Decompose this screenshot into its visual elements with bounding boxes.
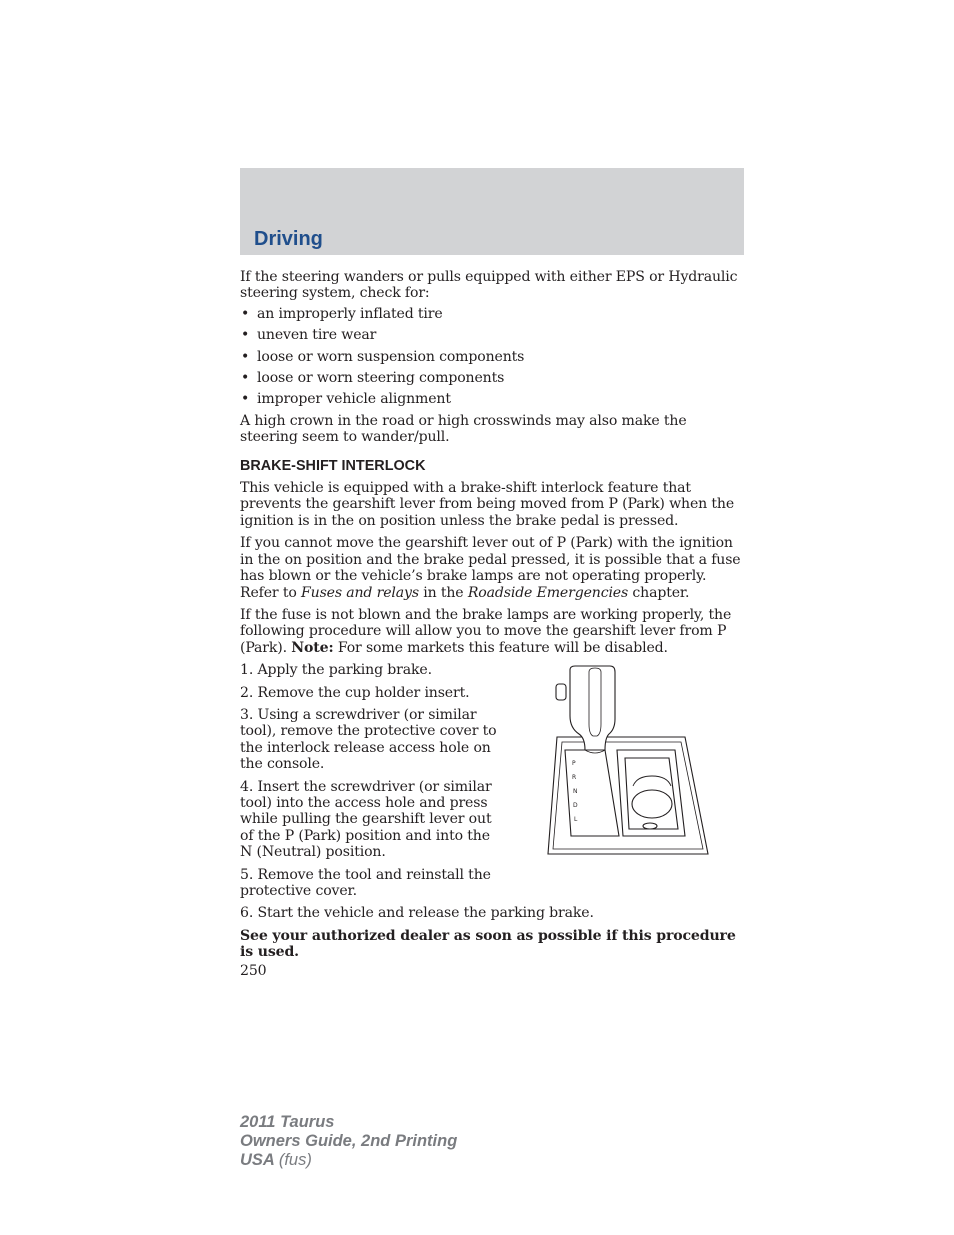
chapter-title: Driving [254,228,323,250]
procedure-step: 4. Insert the screwdriver (or similar tool) into the access hole and press while pulling the gearshift lever out of the P (Park) position and into the N (Neutral) position. [240,778,492,861]
gear-letter-l: L [574,816,578,823]
interlock-access-hole [643,823,657,829]
procedure-step: 1. Apply the parking brake. [240,662,432,679]
document-footer [240,1113,457,1170]
intro-paragraph: If the steering wanders or pulls equipped with either EPS or Hydraulic steering system, check for: [240,269,738,302]
fuse-paragraph [240,535,746,601]
checklist-item: • improper vehicle alignment [240,391,746,407]
steering-checklist [240,306,746,408]
page-content [240,269,746,979]
chapter-header-band [240,168,744,255]
fuse-paragraph-text: If you cannot move the gearshift lever out of P (Park) with the ignition in the on position and the brake pedal pressed, it is possible that a fuse has blown or the vehicle’s brake lamps are not operating properly. Refer to [240,535,741,601]
gear-letter-r: R [572,774,577,781]
cup-holder-base [632,790,672,818]
note-label: Note: [291,639,334,656]
footer-guide: Owners Guide, 2nd Printing [240,1132,458,1150]
gear-letter-p: P [572,760,576,767]
fuse-paragraph-text: in the [418,584,468,601]
checklist-item: • uneven tire wear [240,327,746,343]
cup-holder-wall [633,776,671,786]
page-number: 250 [240,962,267,979]
footer-market [240,1151,457,1170]
procedure-step-final: 6. Start the vehicle and release the parking brake. [240,905,594,922]
dealer-warning: See your authorized dealer as soon as possible if this procedure is used. [240,927,736,961]
roadside-emergencies-reference: Roadside Emergencies [467,584,629,601]
procedure-step: 2. Remove the cup holder insert. [240,684,470,701]
fuse-paragraph-text: chapter. [628,584,690,601]
note-text: For some markets this feature will be disabled. [333,639,668,656]
procedure-step: 3. Using a screwdriver (or similar tool), remove the protective cover to the interlock release access hole on the console. [240,706,497,773]
procedure-intro [240,607,746,656]
fuses-relays-reference: Fuses and relays [301,584,419,601]
checklist-item: • an improperly inflated tire [240,306,746,322]
footer-market-name: USA [240,1151,275,1169]
gear-letter-n: N [573,788,578,795]
checklist-item: • loose or worn steering components [240,370,746,386]
procedure-step: 5. Remove the tool and reinstall the protective cover. [240,866,491,899]
footer-market-code: (fus) [278,1151,312,1169]
procedure-intro-text: If the fuse is not blown and the brake lamps are working properly, the following procedure will allow you to move the gearshift lever from P (Park). [240,606,732,656]
checklist-item: • loose or worn suspension components [240,349,746,365]
procedure-steps [240,662,498,899]
shift-button [556,684,566,700]
gearshift-console-illustration [545,664,710,856]
section-heading: BRAKE-SHIFT INTERLOCK [240,457,426,474]
gear-letter-d: D [573,802,578,809]
crown-note-paragraph: A high crown in the road or high crosswinds may also make the steering seem to wander/pull. [240,412,687,446]
interlock-description: This vehicle is equipped with a brake-shift interlock feature that prevents the gearshift lever from being moved from P (Park) when the ignition is in the on position unless the brake pedal is pressed. [240,480,735,529]
footer-model: 2011 Taurus [240,1113,335,1131]
